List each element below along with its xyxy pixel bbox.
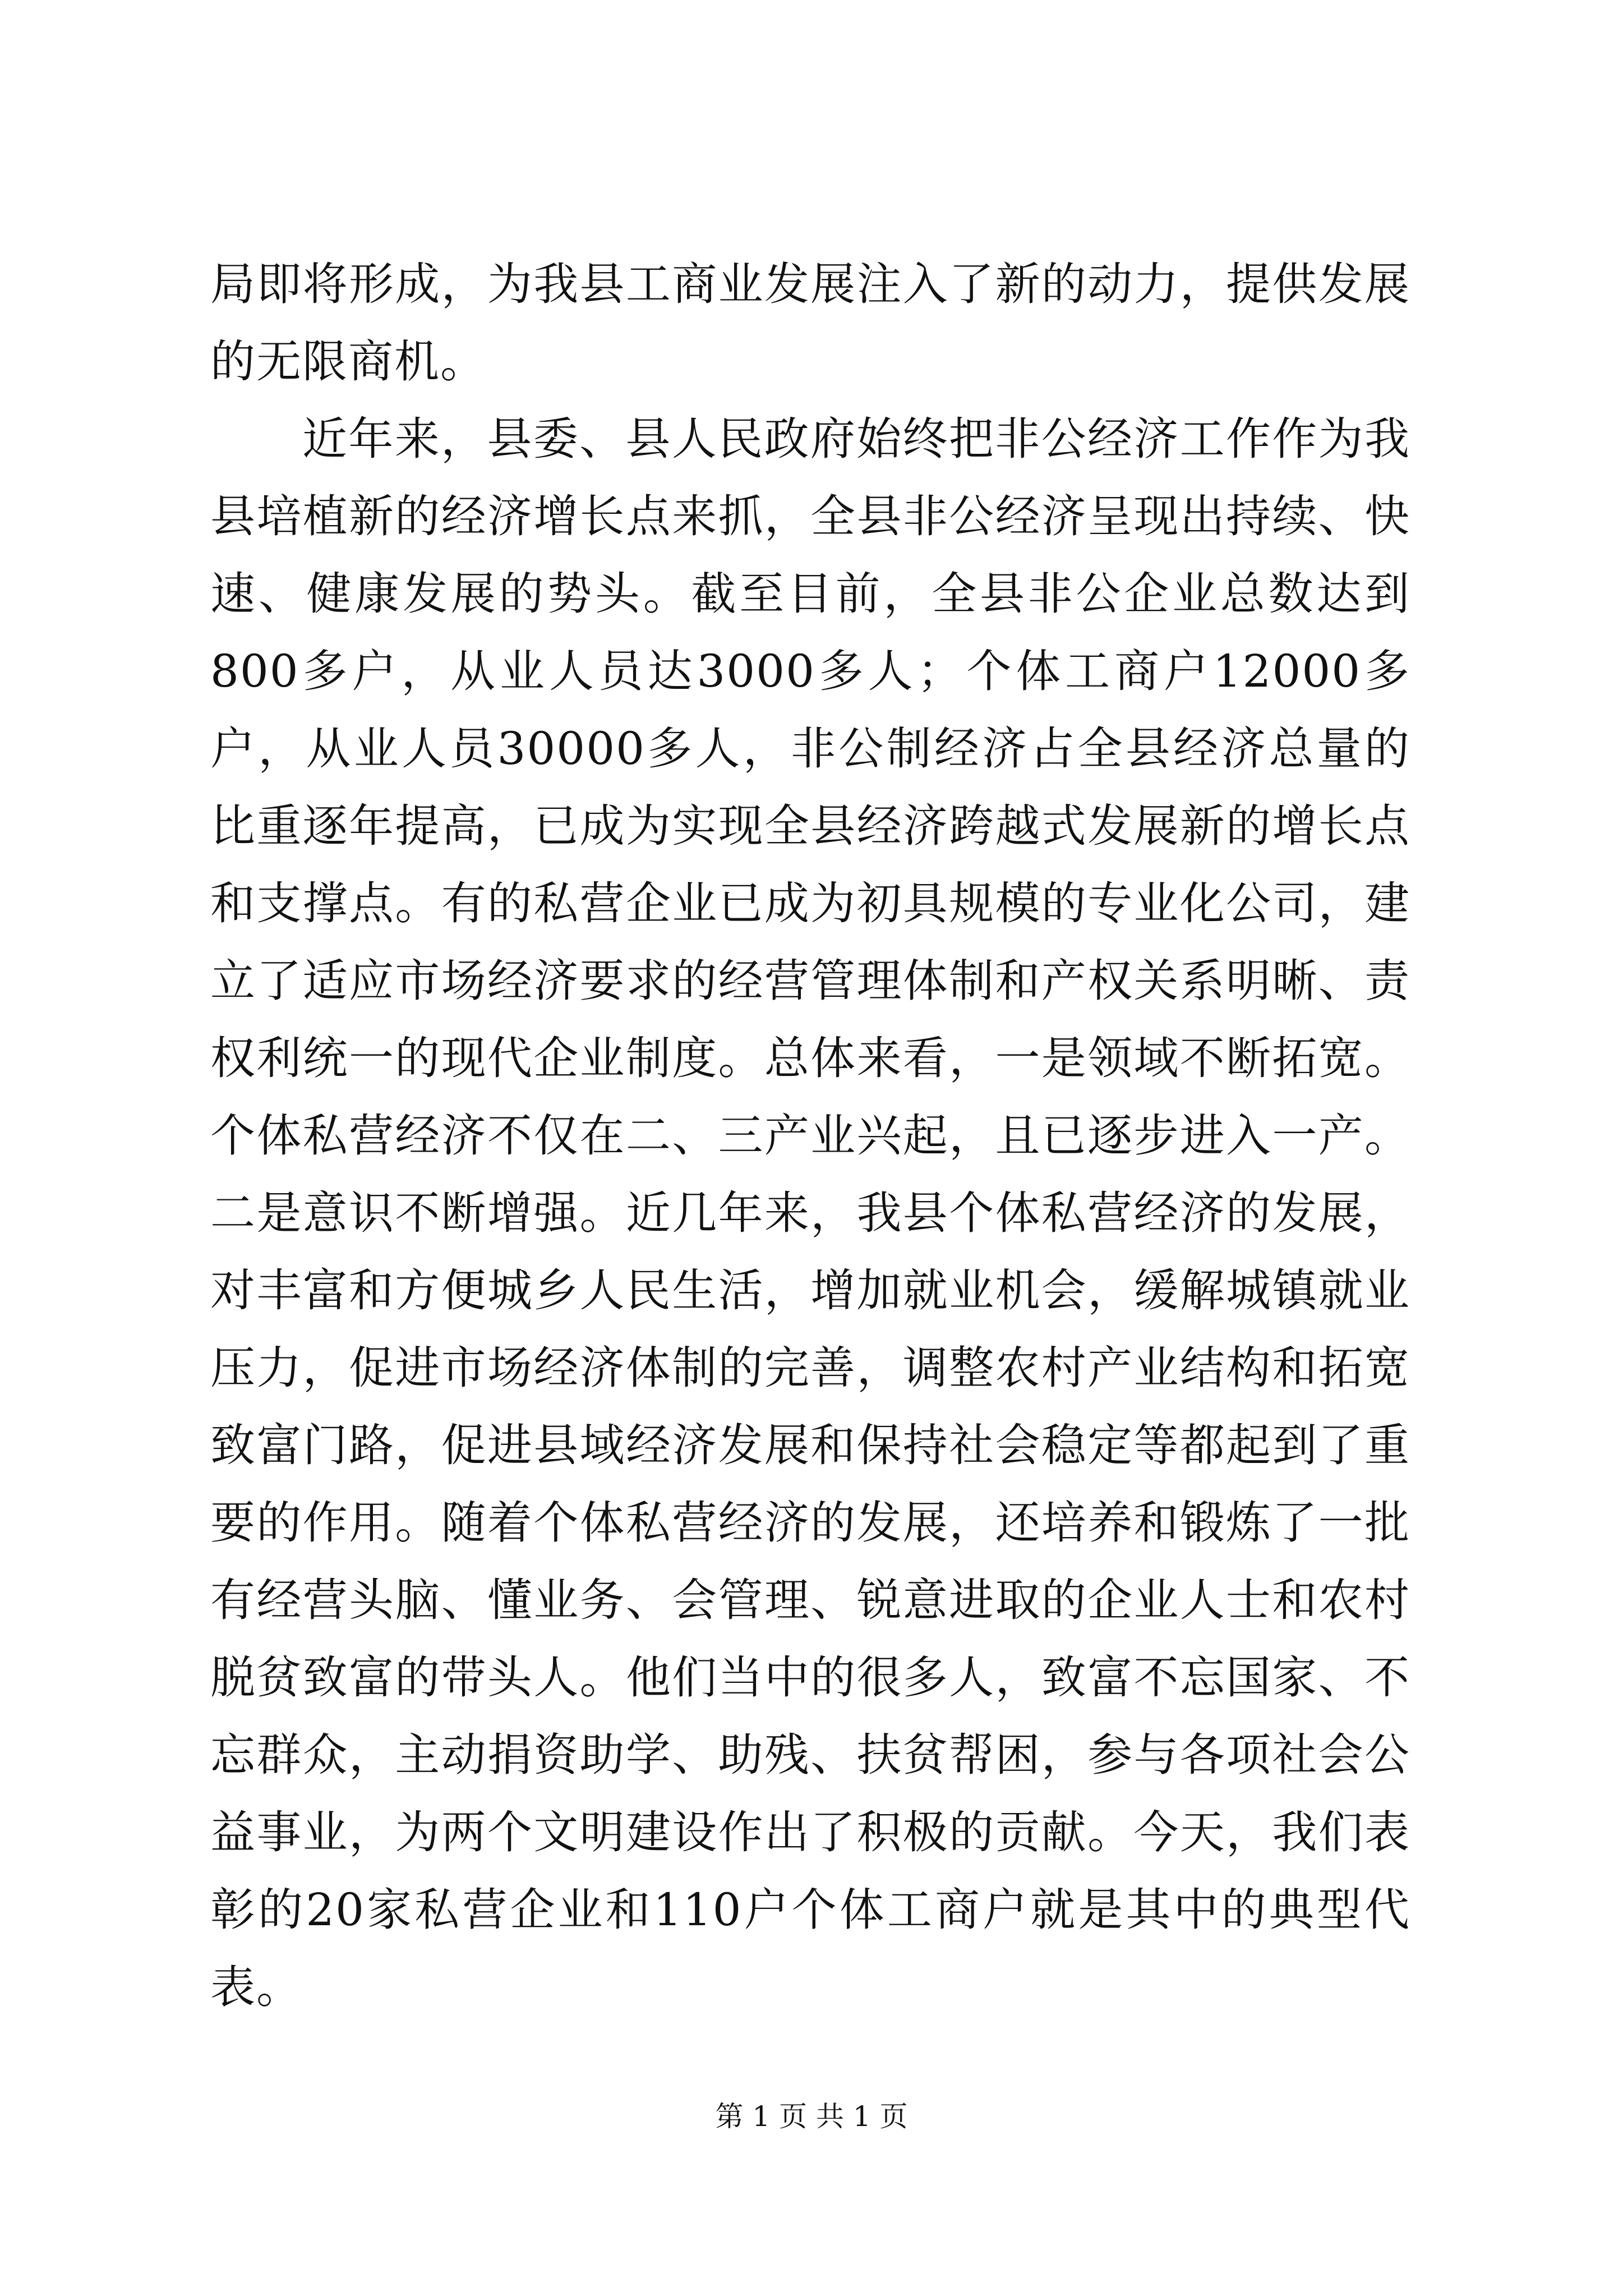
document-body	[210, 246, 1410, 2026]
page-number-footer: 第 1 页 共 1 页	[715, 2100, 908, 2133]
paragraph-1: 局即将形成，为我县工商业发展注入了新的动力，提供发展的无限商机。	[210, 258, 1410, 388]
paragraph-2: 近年来，县委、县人民政府始终把非公经济工作作为我县培植新的经济增长点来抓，全县非公经济呈现出持续、快速、健康发展的势头。截至目前，全县非公企业总数达到800多户，从业人员达3000多人；个体工商户12000多户，从业人员30000多人，非公制经济占全县经济总量的比重逐年提高，已成为实现全县经济跨越式发展新的增长点和支撑点。有的私营企业已成为初具规模的专业化公司，建立了适应市场经济要求的经营管理体制和产权关系明晰、责权利统一的现代企业制度。总体来看，一是领域不断拓宽。个体私营经济不仅在二、三产业兴起，且已逐步进入一产。二是意识不断增强。近几年来，我县个体私营经济的发展，对丰富和方便城乡人民生活，增加就业机会，缓解城镇就业压力，促进市场经济体制的完善，调整农村产业结构和拓宽致富门路，促进县域经济发展和保持社会稳定等都起到了重要的作用。随着个体私营经济的发展，还培养和锻炼了一批有经营头脑、懂业务、会管理、锐意进取的企业人士和农村脱贫致富的带头人。他们当中的很多人，致富不忘国家、不忘群众，主动捐资助学、助残、扶贫帮困，参与各项社会公益事业，为两个文明建设作出了积极的贡献。今天，我们表彰的20家私营企业和110户个体工商户就是其中的典型代表。	[210, 413, 1410, 2013]
